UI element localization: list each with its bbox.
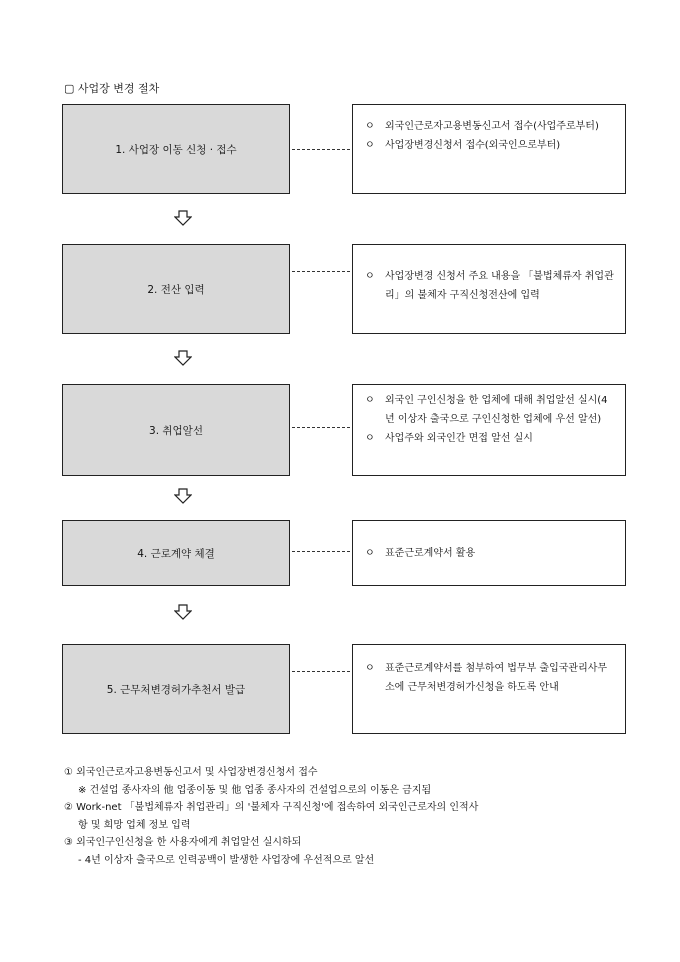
step-1-box bbox=[62, 104, 290, 194]
note-1: ① 외국인근로자고용변동신고서 및 사업장변경신청서 접수 bbox=[64, 767, 318, 778]
step-1-label: 1. 사업장 이동 신청 · 접수 bbox=[115, 143, 237, 156]
step-2-item-1 bbox=[365, 267, 615, 305]
bullet: ㅇ bbox=[365, 548, 375, 559]
step-2-box bbox=[62, 244, 290, 334]
bullet: ㅇ bbox=[365, 140, 375, 151]
note-2: ② Work-net 「불법체류자 취업관리」의 '불체자 구직신청'에 접속하여 외국인근로자의 인적사 bbox=[64, 802, 479, 813]
step-1-item-1-text: 외국인근로자고용변동신고서 접수(사업주로부터) bbox=[385, 121, 599, 132]
step-3-item-2 bbox=[365, 429, 615, 448]
step-3-item-1-text: 외국인 구인신청을 한 업체에 대해 취업알선 실시(4년 이상자 출국으로 구인신청한 업체에 우선 알선) bbox=[385, 395, 608, 425]
down-arrow-icon bbox=[174, 350, 192, 366]
page-title: ▢ 사업장 변경 절차 bbox=[64, 82, 160, 95]
step-5-box bbox=[62, 644, 290, 734]
step-3-box bbox=[62, 384, 290, 476]
step-1-connector bbox=[292, 149, 350, 150]
step-3-description bbox=[352, 384, 626, 476]
bullet: ㅇ bbox=[365, 433, 375, 444]
step-2-item-1-text: 사업장변경 신청서 주요 내용을 「불법체류자 취업관리」의 불체자 구직신청전산에 입력 bbox=[385, 271, 614, 301]
step-4-item-1-text: 표준근로계약서 활용 bbox=[385, 548, 476, 559]
step-4-description bbox=[352, 520, 626, 586]
step-1-item-1 bbox=[365, 117, 615, 136]
down-arrow-icon bbox=[174, 210, 192, 226]
bullet: ㅇ bbox=[365, 121, 375, 132]
step-2-description bbox=[352, 244, 626, 334]
step-1-description bbox=[352, 104, 626, 194]
step-1-item-2 bbox=[365, 136, 615, 155]
note-3: ③ 외국인구인신청을 한 사용자에게 취업알선 실시하되 bbox=[64, 837, 302, 848]
step-5-item-1 bbox=[365, 659, 615, 697]
note-3-sub: - 4년 이상자 출국으로 인력공백이 발생한 사업장에 우선적으로 알선 bbox=[78, 854, 375, 866]
step-3-item-2-text: 사업주와 외국인간 면접 알선 실시 bbox=[385, 433, 533, 444]
note-1-sub: ※ 건설업 종사자의 他 업종이동 및 他 업종 종사자의 건설업으로의 이동은 금지됨 bbox=[78, 784, 432, 796]
step-5-item-1-text: 표준근로계약서를 첨부하여 법무부 출입국관리사무소에 근무처변경허가신청을 하도록 안내 bbox=[385, 663, 608, 693]
step-5-connector bbox=[292, 671, 350, 672]
bullet: ㅇ bbox=[365, 395, 375, 406]
bullet: ㅇ bbox=[365, 271, 375, 282]
step-2-label: 2. 전산 입력 bbox=[147, 283, 205, 296]
step-3-label: 3. 취업알선 bbox=[149, 424, 203, 437]
step-3-item-1 bbox=[365, 391, 615, 429]
down-arrow-icon bbox=[174, 488, 192, 504]
notes-section bbox=[64, 764, 634, 869]
step-5-description bbox=[352, 644, 626, 734]
step-4-label: 4. 근로계약 체결 bbox=[137, 547, 215, 560]
step-4-item-1 bbox=[365, 544, 615, 563]
note-2-cont: 항 및 희망 업체 정보 입력 bbox=[78, 819, 191, 831]
step-5-label: 5. 근무처변경허가추천서 발급 bbox=[106, 683, 246, 696]
step-2-connector bbox=[292, 271, 350, 272]
step-1-item-2-text: 사업장변경신청서 접수(외국인으로부터) bbox=[385, 140, 561, 151]
down-arrow-icon bbox=[174, 604, 192, 620]
step-4-box bbox=[62, 520, 290, 586]
bullet: ㅇ bbox=[365, 663, 375, 674]
step-3-connector bbox=[292, 427, 350, 428]
step-4-connector bbox=[292, 551, 350, 552]
